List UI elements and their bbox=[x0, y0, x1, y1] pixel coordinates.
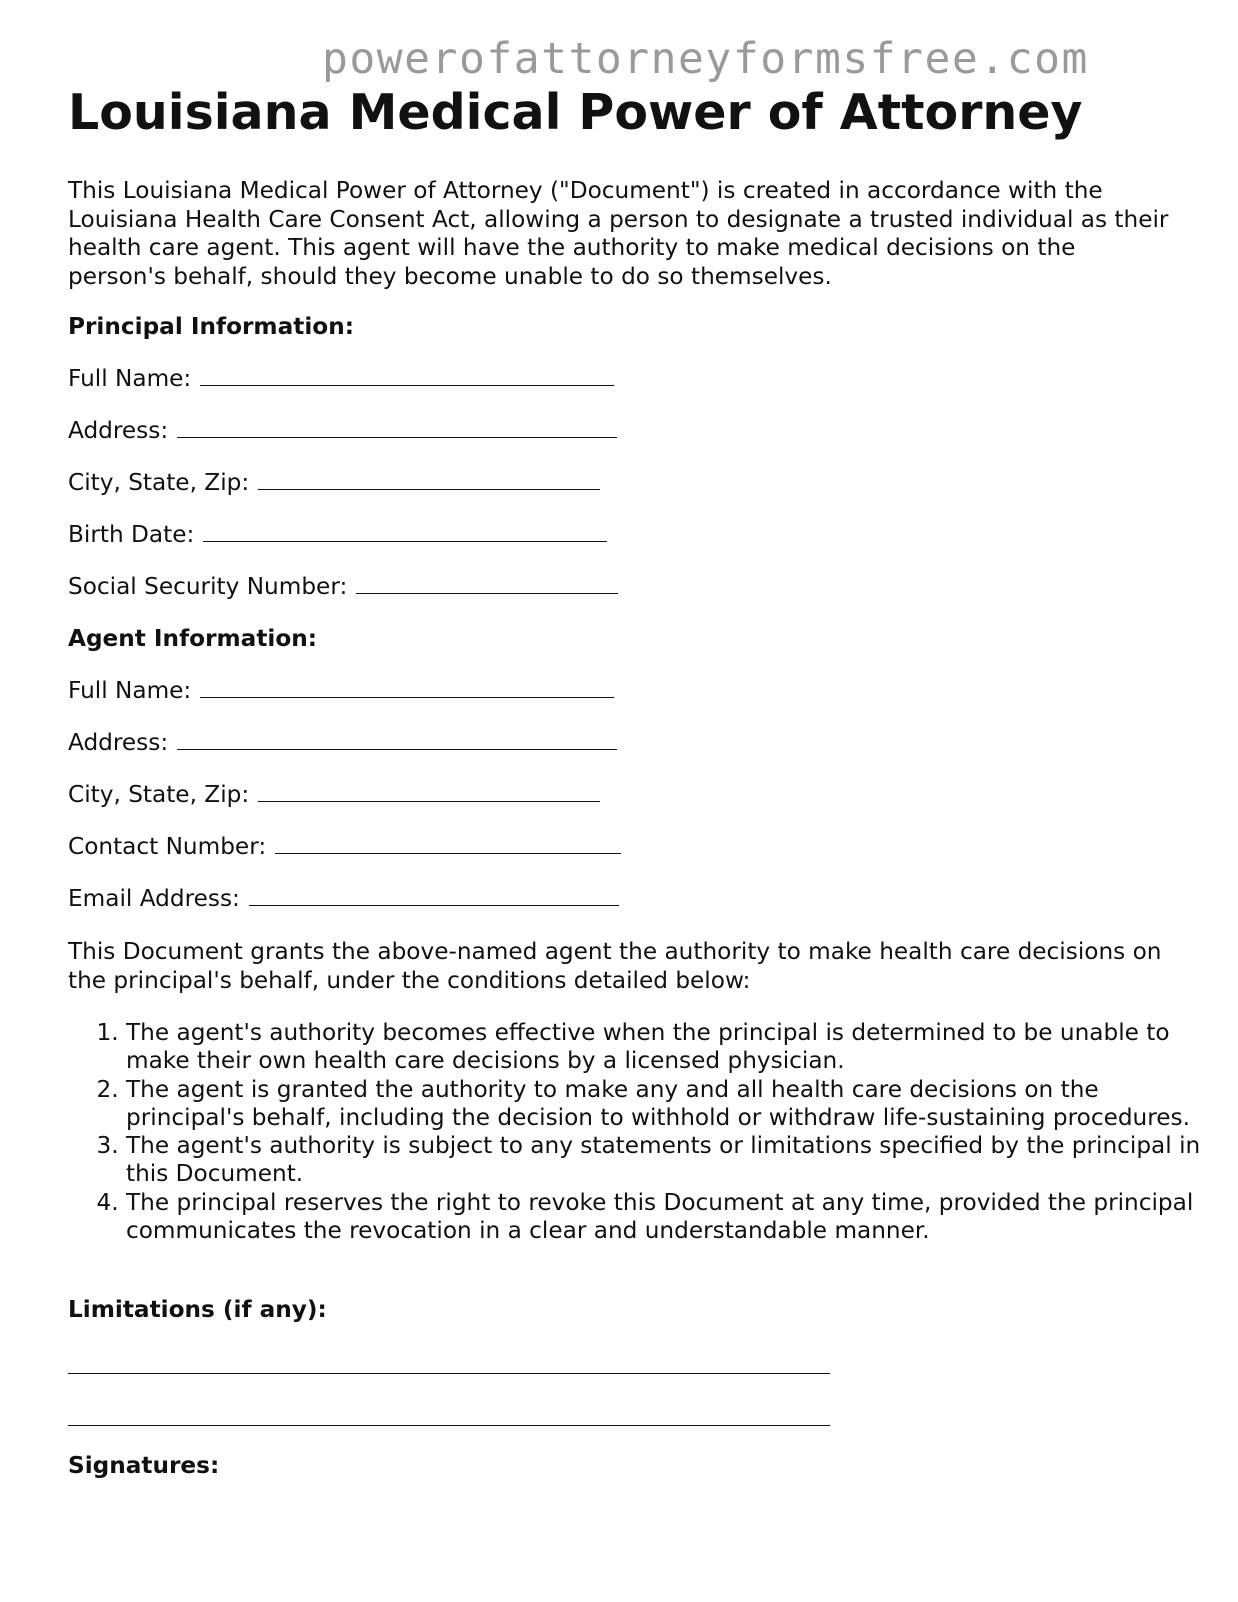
conditions-list bbox=[68, 1019, 1206, 1245]
principal-address-field bbox=[68, 419, 617, 442]
agent-address-label: Address: bbox=[68, 729, 169, 756]
limitations-line-1[interactable] bbox=[68, 1373, 830, 1374]
principal-birth-date-label: Birth Date: bbox=[68, 521, 195, 548]
principal-full-name-line[interactable] bbox=[200, 384, 614, 386]
agent-full-name-field bbox=[68, 679, 614, 702]
principal-ssn-label: Social Security Number: bbox=[68, 573, 348, 600]
agent-email-line[interactable] bbox=[249, 904, 619, 906]
principal-city-state-zip-field bbox=[68, 471, 600, 494]
agent-full-name-label: Full Name: bbox=[68, 677, 192, 704]
principal-address-label: Address: bbox=[68, 417, 169, 444]
condition-item: 1. The agent's authority becomes effective when the principal is determined to be unable to make their own health care decisions by a licensed physician. bbox=[126, 1019, 1206, 1076]
principal-birth-date-field bbox=[68, 523, 607, 546]
agent-city-state-zip-field bbox=[68, 783, 600, 806]
principal-city-state-zip-label: City, State, Zip: bbox=[68, 469, 250, 496]
agent-email-label: Email Address: bbox=[68, 885, 240, 912]
document-title: Louisiana Medical Power of Attorney bbox=[68, 84, 1083, 141]
limitations-line-2[interactable] bbox=[68, 1425, 830, 1426]
agent-contact-number-field bbox=[68, 835, 621, 858]
agent-email-field bbox=[68, 887, 619, 910]
principal-city-state-zip-line[interactable] bbox=[258, 488, 600, 490]
signatures-heading: Signatures: bbox=[68, 1452, 220, 1479]
condition-item: 3. The agent's authority is subject to any statements or limitations specified by the principal in this Document. bbox=[126, 1132, 1206, 1189]
grants-paragraph: This Document grants the above-named agent the authority to make health care decisions on the principal's behalf, under the conditions detailed below: bbox=[68, 938, 1162, 994]
website-watermark: powerofattorneyformsfree.com bbox=[322, 34, 1089, 84]
agent-address-field bbox=[68, 731, 617, 754]
intro-paragraph: This Louisiana Medical Power of Attorney ("Document") is created in accordance with the Louisiana Health Care Consent Act, allowing a person to designate a trusted individual as their health care agent. This agent will have the authority to make medical decisions on the person's behalf, should they become unable to do so themselves. bbox=[68, 177, 1169, 290]
principal-ssn-line[interactable] bbox=[356, 592, 618, 594]
condition-item: 4. The principal reserves the right to revoke this Document at any time, provided the principal communicates the revocation in a clear and understandable manner. bbox=[126, 1189, 1206, 1246]
principal-birth-date-line[interactable] bbox=[203, 540, 607, 542]
principal-address-line[interactable] bbox=[177, 436, 617, 438]
principal-full-name-label: Full Name: bbox=[68, 365, 192, 392]
principal-full-name-field bbox=[68, 367, 614, 390]
agent-information-heading: Agent Information: bbox=[68, 625, 318, 652]
agent-contact-number-line[interactable] bbox=[275, 852, 621, 854]
principal-ssn-field bbox=[68, 575, 618, 598]
limitations-heading: Limitations (if any): bbox=[68, 1296, 327, 1323]
principal-information-heading: Principal Information: bbox=[68, 313, 354, 340]
agent-city-state-zip-line[interactable] bbox=[258, 800, 600, 802]
agent-address-line[interactable] bbox=[177, 748, 617, 750]
agent-city-state-zip-label: City, State, Zip: bbox=[68, 781, 250, 808]
agent-contact-number-label: Contact Number: bbox=[68, 833, 267, 860]
agent-full-name-line[interactable] bbox=[200, 696, 614, 698]
condition-item: 2. The agent is granted the authority to make any and all health care decisions on the principal's behalf, including the decision to withhold or withdraw life-sustaining procedures. bbox=[126, 1076, 1206, 1133]
